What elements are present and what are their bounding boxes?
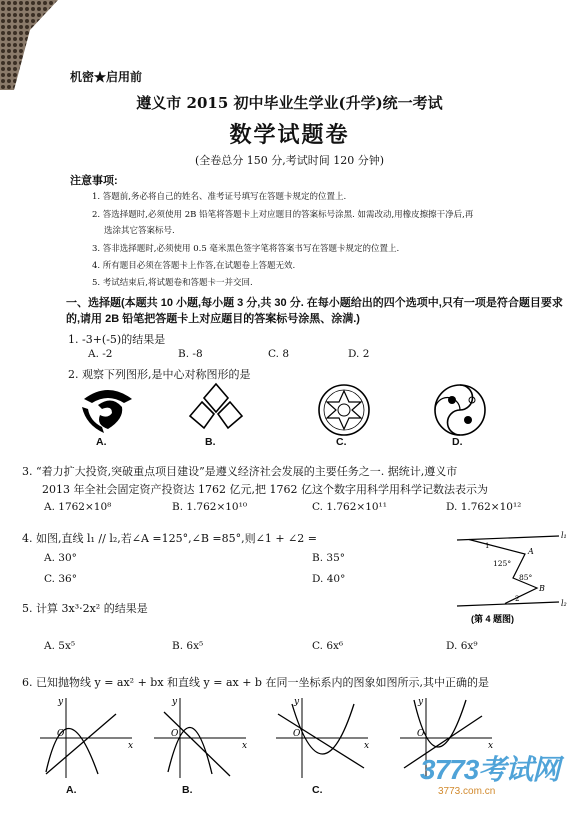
paper-title: 数学试题卷 [229, 122, 350, 148]
section-heading: 一、选择题(本题共 10 小题,每小题 3 分,共 30 分. 在每小题给出的四个选项中,只有一项是符合题目要求的,请用 2B 铅笔把答题卡上对应题目的答案标号涂黑、涂满.) [66, 297, 563, 325]
q6-label-a: A. [66, 784, 77, 796]
label-l2: l₂ [561, 599, 567, 608]
q5-option-b: B. 6x⁵ [172, 640, 204, 652]
question-4-stem: 4. 如图,直线 l₁ // l₂,若∠A =125°,∠B =85°,则∠1 + ∠2 = [22, 532, 317, 545]
score-time-info: (全卷总分 150 分,考试时间 120 分钟) [194, 154, 385, 167]
q4-option-d: D. 40° [312, 573, 346, 585]
q4-parallel-lines-figure [455, 530, 570, 630]
origin: O [57, 729, 65, 739]
swirl-circle-figure [432, 382, 488, 438]
q1-option-c: C. 8 [268, 348, 290, 360]
origin: O [293, 729, 301, 739]
axis-y: y [172, 697, 178, 707]
q6-label-c: C. [312, 784, 323, 796]
q2-label-b: B. [205, 436, 216, 448]
confidential-label: 机密★启用前 [70, 70, 143, 84]
label-l1: l₁ [561, 531, 567, 540]
note-item: 5. 考试结束后,将试题卷和答题卡一并交回. [92, 278, 253, 288]
origin: O [171, 729, 179, 739]
label-angle-a: 125° [493, 559, 512, 568]
axis-y: y [294, 697, 300, 707]
q6-graph-c [272, 694, 372, 782]
notes-heading: 注意事项: [70, 175, 118, 187]
telecom-logo-figure [78, 385, 138, 435]
question-6-stem: 6. 已知抛物线 y = ax² + bx 和直线 y = ax + b 在同一坐标系内的图象如图所示,其中正确的是 [22, 676, 489, 689]
q5-option-a: A. 5x⁵ [44, 640, 76, 652]
corner-decoration [0, 0, 58, 90]
note-item: 选涂其它答案标号. [104, 226, 175, 236]
question-3-stem-line1: 3. “着力扩大投资,突破重点项目建设”是遵义经济社会发展的主要任务之一. 据统计,遵义市 [22, 465, 458, 478]
label-angle-2: 2 [515, 595, 520, 603]
watermark-url: 3773.com.cn [438, 786, 496, 797]
q2-label-a: A. [96, 436, 107, 448]
q4-option-b: B. 35° [312, 552, 346, 564]
label-angle-b: 85° [519, 573, 533, 582]
question-5-stem: 5. 计算 3x³·2x² 的结果是 [22, 602, 148, 615]
q3-option-d: D. 1.762×10¹² [446, 501, 522, 513]
q1-option-b: B. -8 [178, 348, 203, 360]
q3-option-a: A. 1762×10⁸ [44, 501, 112, 513]
q1-option-d: D. 2 [348, 348, 370, 360]
axis-y: y [58, 697, 64, 707]
exam-title: 遵义市 2015 初中毕业生学业(升学)统一考试 [136, 94, 443, 112]
axis-x: x [242, 741, 248, 751]
note-item: 3. 答非选择题时,必须使用 0.5 毫米黑色签字笔将答案书写在答题卡规定的位置上. [92, 244, 400, 254]
note-item: 4. 所有题目必须在答题卡上作答,在试题卷上答题无效. [92, 261, 296, 271]
q3-option-c: C. 1.762×10¹¹ [312, 501, 387, 513]
label-angle-1: 1 [485, 542, 490, 550]
q6-label-b: B. [182, 784, 193, 796]
watermark-brand: 3773考试网 [420, 754, 560, 785]
diamond-shape-figure [184, 382, 248, 434]
q6-graph-b [150, 694, 250, 782]
star-circle-figure [316, 382, 372, 438]
q5-option-c: C. 6x⁶ [312, 640, 344, 652]
label-point-b: B [539, 584, 545, 593]
q2-label-d: D. [452, 436, 463, 448]
note-item: 1. 答题前,务必将自己的姓名、准考证号填写在答题卡规定的位置上. [92, 192, 347, 202]
q4-option-a: A. 30° [44, 552, 77, 564]
q6-graph-a [36, 694, 136, 782]
q5-option-d: D. 6x⁹ [446, 640, 478, 652]
q2-label-c: C. [336, 436, 347, 448]
q4-option-c: C. 36° [44, 573, 77, 585]
question-3-stem-line2: 2013 年全社会固定资产投资达 1762 亿元,把 1762 亿这个数字用科学用科学记数法表示为 [42, 483, 488, 496]
label-point-a: A [528, 547, 534, 556]
q4-figure-caption: (第 4 题图) [471, 614, 515, 624]
question-2-stem: 2. 观察下列图形,是中心对称图形的是 [68, 368, 251, 381]
axis-x: x [128, 741, 134, 751]
origin: O [417, 729, 425, 739]
axis-x: x [488, 741, 494, 751]
axis-y: y [418, 697, 424, 707]
axis-x: x [364, 741, 370, 751]
question-1-stem: 1. -3+(-5)的结果是 [68, 333, 166, 346]
note-item: 2. 答选择题时,必须使用 2B 铅笔将答题卡上对应题目的答案标号涂黑. 如需改动,用橡皮擦擦干净后,再 [92, 210, 474, 220]
q3-option-b: B. 1.762×10¹⁰ [172, 501, 248, 513]
q1-option-a: A. -2 [88, 348, 113, 360]
